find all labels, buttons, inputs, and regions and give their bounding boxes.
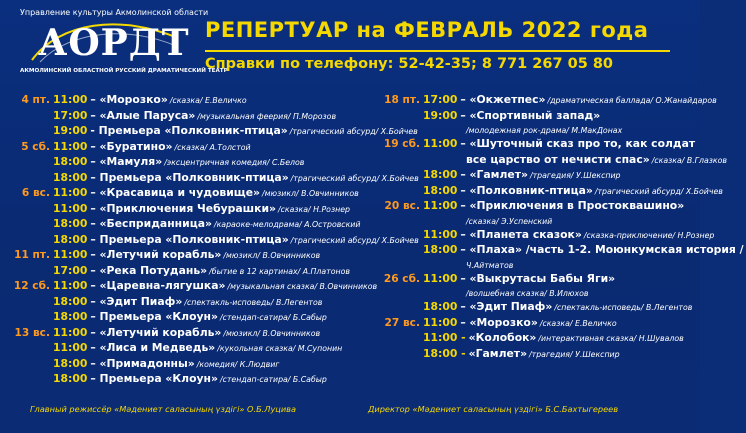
show-title: – «Бесприданница» <box>90 217 212 230</box>
show-time: 11:00 <box>423 137 458 150</box>
schedule-row <box>380 108 700 124</box>
show-time: 18:00 <box>423 243 458 256</box>
show-time: 11:00 <box>53 248 88 261</box>
show-genre: /молодежная рок-драма/ М.МакДонах <box>466 126 623 135</box>
show-genre: /караоке-мелодрама/ А.Островский <box>213 220 361 229</box>
schedule-row <box>8 294 380 310</box>
show-genre: /сказка/ Э.Успенский <box>466 216 553 226</box>
show-genre: /трагедия/ У.Шекспир <box>529 171 621 180</box>
schedule-row <box>380 258 700 271</box>
schedule-row <box>380 227 715 243</box>
schedule-row <box>380 123 700 136</box>
schedule-row <box>8 185 380 201</box>
show-time: 18:00 <box>53 217 88 230</box>
theatre-logo <box>20 8 228 78</box>
show-time: 19:00 <box>53 124 88 137</box>
show-time: 11:00 <box>53 186 88 199</box>
title-divider <box>205 50 670 52</box>
schedule-row <box>8 108 380 124</box>
show-title: – «Плаха» /часть 1-2. Моюнкумская история / <box>460 243 744 256</box>
show-time: 11:00 <box>53 201 88 215</box>
show-genre: /волшебная сказка/ В.Илюхов <box>466 289 589 298</box>
show-time: 11:00 <box>423 271 458 285</box>
show-title: все царство от нечисти спас» <box>466 152 650 166</box>
show-title: – «Морозко» <box>460 315 538 329</box>
show-time: 11:00 <box>53 93 88 106</box>
schedule-row <box>380 315 700 331</box>
schedule-row <box>8 154 380 170</box>
show-title: «Гамлет» <box>468 346 528 360</box>
show-genre: /драматическая баллада/ О.Жанайдаров <box>547 96 717 105</box>
show-title: – «Приключения в Простоквашино» <box>460 199 685 212</box>
show-genre: /стендап-сатира/ Б.Сабыр <box>219 375 327 384</box>
show-date: 6 вс. <box>21 187 50 199</box>
schedule-row <box>8 139 380 155</box>
show-genre: /сказка/ Е.Величко <box>539 318 617 328</box>
show-time: 11:00 <box>423 315 458 329</box>
show-date: 19 сб. <box>383 138 420 150</box>
show-time: 18:00 <box>53 372 88 385</box>
show-time: 18:00 <box>423 168 458 181</box>
show-title: – Премьера «Полковник-птица» <box>90 232 289 246</box>
show-title: – «Мамуля» <box>90 155 163 168</box>
show-genre: /мюзикл/ В.Овчинников <box>262 189 359 198</box>
show-genre: /сказка/ В.Глазков <box>651 155 727 165</box>
show-genre: /сказка/ А.Толстой <box>174 142 251 152</box>
show-genre: /музыкальная феерия/ П.Морозов <box>197 111 337 121</box>
schedule-row <box>380 286 700 299</box>
show-title: - Премьера «Полковник-птица» <box>90 124 288 137</box>
show-genre: /спектакль-исповедь/ В.Легентов <box>554 303 693 312</box>
show-title: – Премьера «Клоун» <box>90 372 218 385</box>
show-genre: /интерактивная сказка/ Н.Шувалов <box>538 334 684 343</box>
show-date: 20 вс. <box>384 200 420 212</box>
show-genre: /трагический абсурд/ Х.Бойчев <box>594 186 723 196</box>
show-genre: /трагедия/ У.Шекспир <box>529 349 620 359</box>
show-time: 18:00 <box>423 183 458 197</box>
show-date: 4 пт. <box>21 94 50 106</box>
show-title: – «Летучий корабль» <box>90 325 222 339</box>
schedule-row <box>8 325 380 341</box>
show-genre: /сказка/ Е.Величко <box>169 96 247 105</box>
show-date: 12 сб. <box>13 280 50 292</box>
show-time: 17:00 <box>53 108 88 122</box>
show-time: 11:00 - <box>423 331 466 344</box>
show-title: – «Эдит Пиаф» <box>460 300 553 313</box>
show-time: 17:00 <box>53 263 88 277</box>
schedule-row <box>8 201 380 217</box>
show-title: – «Планета сказок» <box>460 227 582 241</box>
show-time: 11:00 <box>53 325 88 339</box>
show-genre: /бытие в 12 картинах/ А.Платонов <box>209 266 350 276</box>
schedule-row <box>8 278 380 294</box>
schedule-row <box>8 309 380 325</box>
show-date: 26 сб. <box>383 272 420 285</box>
schedule-row <box>8 263 380 279</box>
show-time: 18:00 <box>423 300 458 313</box>
schedule-row <box>380 183 723 199</box>
show-genre: /трагический абсурд/ Х.Бойчев <box>290 235 419 245</box>
chief-director-credit: Главный режиссёр «Мәдениет саласының үздігі» О.Б.Луцива <box>30 404 297 414</box>
show-time: 11:00 <box>53 341 88 354</box>
org-top-caption: Управление культуры Акмолинской области <box>20 8 209 17</box>
show-genre: /кукольная сказка/ М.Супонин <box>217 344 343 353</box>
schedule-column-right <box>380 92 744 361</box>
schedule-row <box>8 247 380 263</box>
show-title: – «Приключения Чебурашки» <box>90 201 276 215</box>
show-time: 18:00 <box>53 170 88 184</box>
show-title: – «Буратино» <box>90 139 173 153</box>
show-title: – «Красавица и чудовище» <box>90 186 261 199</box>
show-time: 11:00 <box>423 199 458 212</box>
show-title: – «Примадонны» <box>90 356 195 370</box>
show-title: – «Гамлет» <box>460 168 528 181</box>
schedule-row <box>8 356 380 372</box>
show-genre: /трагический абсурд/ Х.Бойчев <box>290 173 419 183</box>
show-genre: Ч.Айтматов <box>466 260 514 270</box>
show-title: – «Река Потудань» <box>90 263 208 277</box>
show-title: – «Спортивный запад» <box>460 108 601 122</box>
show-time: 11:00 <box>423 227 458 241</box>
show-genre: /трагический абсурд/ Х.Бойчев <box>289 127 418 136</box>
schedule-row <box>380 136 700 152</box>
show-title: «Колобок» <box>468 331 537 344</box>
show-time: 18:00 <box>53 310 88 323</box>
show-time: 18:00 - <box>423 346 466 360</box>
director-credit: Директор «Мәдениет саласының үздігі» Б.С.Бахтыгереев <box>368 404 619 414</box>
show-time: 17:00 <box>423 93 458 106</box>
show-date: 27 вс. <box>384 316 420 329</box>
show-genre: /сказка-приключение/ Н.Рознер <box>583 230 715 240</box>
show-time: 18:00 <box>53 356 88 370</box>
schedule-row <box>8 170 419 186</box>
show-title: – «Летучий корабль» <box>90 248 222 261</box>
org-bottom-caption: АКМОЛИНСКИЙ ОБЛАСТНОЙ РУССКИЙ ДРАМАТИЧЕСКИЙ ТЕАТР <box>20 68 228 74</box>
show-title: – «Выкрутасы Бабы Яги» <box>460 271 616 285</box>
show-date: 5 сб. <box>21 140 50 153</box>
show-genre: /комедия/ К.Людвиг <box>196 359 280 369</box>
show-date: 11 пт. <box>14 249 50 261</box>
show-genre: /стендап-сатира/ Б.Сабыр <box>219 313 327 322</box>
schedule-row <box>380 346 700 362</box>
schedule-row <box>380 214 700 227</box>
show-time: 18:00 <box>53 155 88 168</box>
show-date: 13 вс. <box>14 326 50 339</box>
show-date: 18 пт. <box>384 94 420 106</box>
schedule-row <box>380 330 700 346</box>
show-genre: /спектакль-исповедь/ В.Легентов <box>184 297 323 307</box>
show-time: 11:00 <box>53 279 88 292</box>
show-title: – Премьера «Клоун» <box>90 310 218 323</box>
page-title: РЕПЕРТУАР на ФЕВРАЛЬ 2022 года <box>205 18 649 42</box>
show-genre: /мюзикл/ В.Овчинников <box>223 328 321 338</box>
show-title: – «Полковник-птица» <box>460 183 593 197</box>
schedule-row <box>380 167 700 183</box>
logo-wordmark: АОРДТ <box>38 22 190 64</box>
schedule-row <box>380 242 744 258</box>
schedule-row <box>380 299 700 315</box>
show-title: – «Лиса и Медведь» <box>90 341 216 354</box>
show-title: – «Эдит Пиаф» <box>90 294 183 308</box>
show-genre: /сказка/ Н.Рознер <box>278 204 350 214</box>
show-title: – «Алые Паруса» <box>90 108 196 122</box>
show-time: 19:00 <box>423 108 458 122</box>
schedule-row <box>8 340 380 356</box>
schedule-row <box>8 216 380 232</box>
schedule-row <box>8 92 380 108</box>
show-title: – «Морозко» <box>90 93 168 106</box>
show-genre: /музыкальная сказка/ В.Овчинников <box>227 282 378 291</box>
schedule-row <box>8 232 419 248</box>
show-time: 11:00 <box>53 139 88 153</box>
show-time: 18:00 <box>53 232 88 246</box>
show-title: – «Царевна-лягушка» <box>90 279 226 292</box>
show-genre: /эксцентричная комедия/ С.Белов <box>164 158 305 167</box>
schedule-row <box>8 371 380 387</box>
schedule-row <box>380 198 700 214</box>
schedule-row <box>380 152 727 168</box>
show-time: 18:00 <box>53 294 88 308</box>
show-title: – Премьера «Полковник-птица» <box>90 170 289 184</box>
schedule-row <box>8 123 418 139</box>
show-genre: /мюзикл/ В.Овчинников <box>223 251 321 260</box>
show-title: – «Окжетпес» <box>460 93 546 106</box>
phone-info: Справки по телефону: 52-42-35; 8 771 267 05 80 <box>205 56 614 72</box>
show-title: – «Шуточный сказ про то, как солдат <box>460 137 696 150</box>
schedule-row <box>380 92 717 108</box>
schedule-row <box>380 271 700 287</box>
